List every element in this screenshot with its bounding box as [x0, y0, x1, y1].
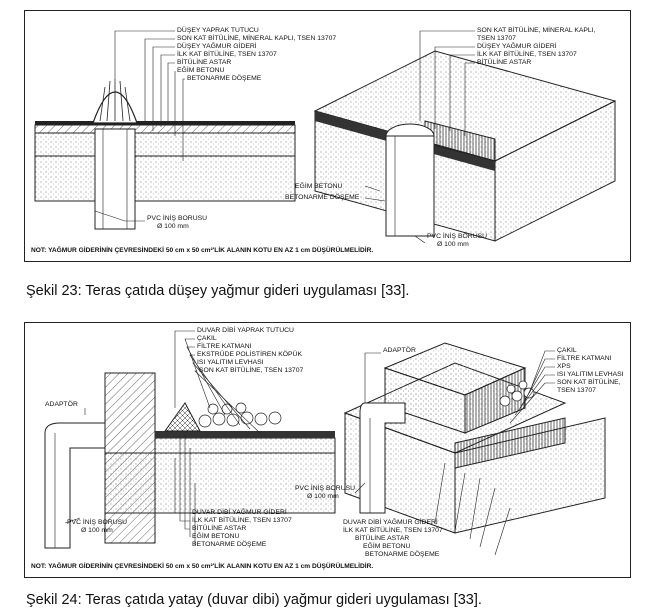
- label-insulation-board: ISI YALITIM LEVHASI: [197, 359, 264, 366]
- label-right-tsen: TSEN 13707: [557, 387, 596, 394]
- label-br-wall-drain: DUVAR DİBİ YAĞMUR GİDERİ: [343, 519, 438, 526]
- label-right-screed: EĞİM BETONU: [295, 183, 343, 190]
- label-vertical-leaf-guard: DÜŞEY YAPRAK TUTUCU: [177, 27, 259, 34]
- label-br-first-layer: İLK KAT BİTÜLİNE, TSEN 13707: [343, 527, 443, 534]
- figure-24-note: NOT: YAĞMUR GİDERİNİN ÇEVRESİNDEKİ 50 cm x 50 cm²'LİK ALANIN KOTU EN AZ 1 cm DÜŞÜRÜLMELİDİR.: [31, 563, 374, 570]
- label-pipe-right: PVC İNİŞ BORUSU: [295, 485, 356, 492]
- label-top-bituline: SON KAT BİTÜLİNE, TSEN 13707: [199, 367, 304, 374]
- label-right-filter: FİLTRE KATMANI: [557, 355, 612, 362]
- label-right-xps: XPS: [557, 363, 571, 370]
- label-adaptor-left: ADAPTÖR: [45, 401, 78, 408]
- label-filter-layer: FİLTRE KATMANI: [197, 343, 252, 350]
- label-pipe-right: PVC İNİŞ BORUSU: [427, 233, 488, 240]
- figure-24-illustration: [25, 323, 630, 577]
- label-bl-slab: BETONARME DÖŞEME: [192, 541, 267, 548]
- label-pipe-left-dia: Ø 100 mm: [157, 223, 189, 230]
- figure-24-caption: Şekil 24: Teras çatıda yatay (duvar dibi) yağmur gideri uygulaması [33].: [26, 592, 482, 608]
- label-right-drain: DÜŞEY YAĞMUR GİDERİ: [477, 43, 557, 50]
- label-adaptor-right: ADAPTÖR: [383, 347, 416, 354]
- label-pipe-left: PVC İNİŞ BORUSU: [67, 519, 128, 526]
- label-pipe-right-dia: Ø 100 mm: [437, 241, 469, 248]
- label-xps-foam: EKSTRÜDE POLİSTİREN KÖPÜK: [197, 351, 302, 358]
- label-first-layer-bituline: İLK KAT BİTÜLİNE, TSEN 13707: [177, 51, 277, 58]
- label-top-layer-bituline: SON KAT BİTÜLİNE, MİNERAL KAPLI, TSEN 13707: [177, 35, 337, 42]
- figure-23-vertical-drain-drawing: [24, 10, 631, 262]
- label-right-first-layer: İLK KAT BİTÜLİNE, TSEN 13707: [477, 51, 577, 58]
- label-right-tsen: TSEN 13707: [477, 35, 516, 42]
- label-right-slab: BETONARME DÖŞEME: [285, 194, 360, 201]
- label-pipe-right-dia: Ø 100 mm: [307, 493, 339, 500]
- label-wall-leaf-guard: DUVAR DİBİ YAPRAK TUTUCU: [197, 327, 294, 334]
- label-bl-first-layer: İLK KAT BİTÜLİNE, TSEN 13707: [192, 517, 292, 524]
- label-bituline-primer: BİTÜLİNE ASTAR: [177, 59, 232, 66]
- figure-23-note: NOT: YAĞMUR GİDERİNİN ÇEVRESİNDEKİ 50 cm x 50 cm²'LİK ALANIN KOTU EN AZ 1 cm DÜŞÜRÜLMELİDİR.: [31, 247, 374, 254]
- label-br-screed: EĞİM BETONU: [363, 543, 411, 550]
- label-rc-slab: BETONARME DÖŞEME: [187, 75, 262, 82]
- label-bl-primer: BİTÜLİNE ASTAR: [192, 525, 247, 532]
- label-br-slab: BETONARME DÖŞEME: [365, 551, 440, 558]
- figure-23-caption: Şekil 23: Teras çatıda düşey yağmur gideri uygulaması [33].: [26, 283, 410, 299]
- label-gravel: ÇAKIL: [197, 335, 217, 342]
- label-vertical-drain: DÜŞEY YAĞMUR GİDERİ: [177, 43, 257, 50]
- label-right-top-layer: SON KAT BİTÜLİNE, MİNERAL KAPLI,: [477, 27, 596, 34]
- label-screed: EĞİM BETONU: [177, 67, 225, 74]
- figure-24-horizontal-drain-drawing: [24, 322, 631, 578]
- label-right-primer: BİTÜLİNE ASTAR: [477, 59, 532, 66]
- label-pipe-left-dia: Ø 100 mm: [81, 527, 113, 534]
- label-bl-screed: EĞİM BETONU: [192, 533, 240, 540]
- label-pipe-left: PVC İNİŞ BORUSU: [147, 215, 208, 222]
- label-br-primer: BİTÜLİNE ASTAR: [355, 535, 410, 542]
- label-right-insulation: ISI YALITIM LEVHASI: [557, 371, 624, 378]
- label-right-gravel: ÇAKIL: [557, 347, 577, 354]
- label-right-top-bituline: SON KAT BİTÜLİNE,: [557, 379, 621, 386]
- label-bl-wall-drain: DUVAR DİBİ YAĞMUR GİDERİ: [192, 509, 287, 516]
